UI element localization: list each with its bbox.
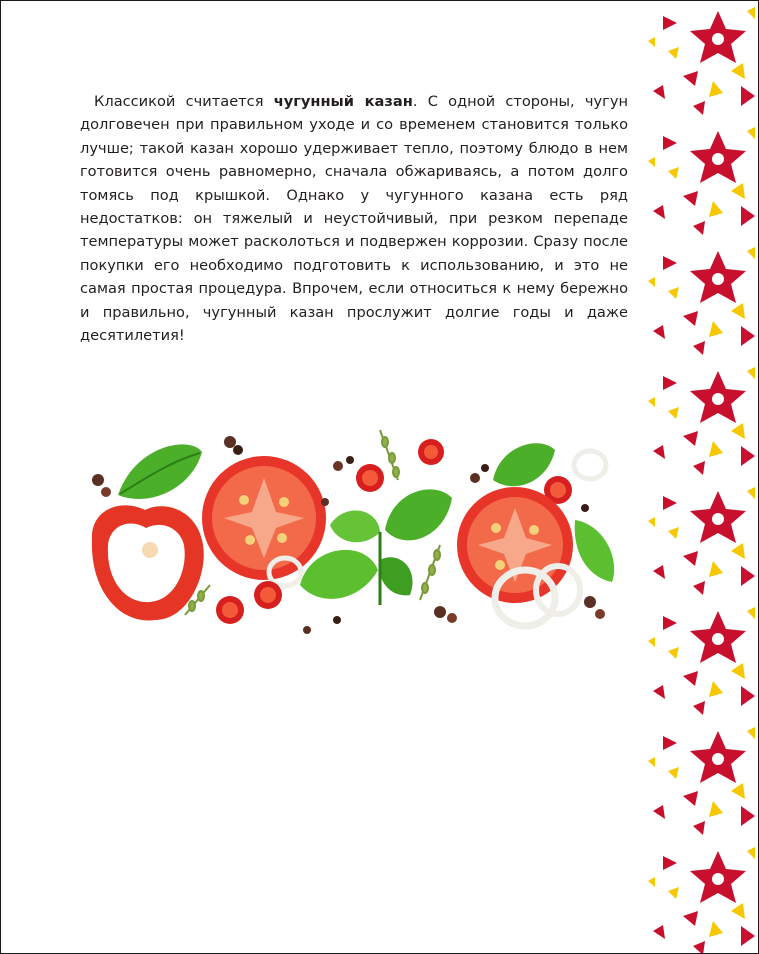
paragraph-bold-term: чугунный казан xyxy=(273,93,413,110)
tomato-slice-icon xyxy=(202,456,326,580)
basil-leaf-icon xyxy=(118,444,202,499)
paragraph-body: . С одной стороны, чугун долговечен при правильном уходе и со временем становится только лучше; такой казан хорошо удерживает тепло, поэтому блюдо в нем готовится очень равномерно, сначала обжариваясь, а потом долго томясь под крышкой. Однако у чугунного казана есть ряд недостатков: он тяжелый и неустойчивый, при резком перепаде температуры может расколоться и подвержен коррозии. Сразу после покупки его необходимо подготовить к использованию, и это не самая простая процедура. Впрочем, если относиться к нему бережно и правильно, чугунный казан прослужит долгие годы и даже десятилетия! xyxy=(80,93,629,345)
paragraph-intro: Классикой считается xyxy=(94,93,274,110)
decorative-ornament-border xyxy=(643,1,758,953)
vegetables-illustration xyxy=(80,420,640,640)
pepper-slice-icon xyxy=(92,505,204,620)
paragraph xyxy=(80,90,628,347)
